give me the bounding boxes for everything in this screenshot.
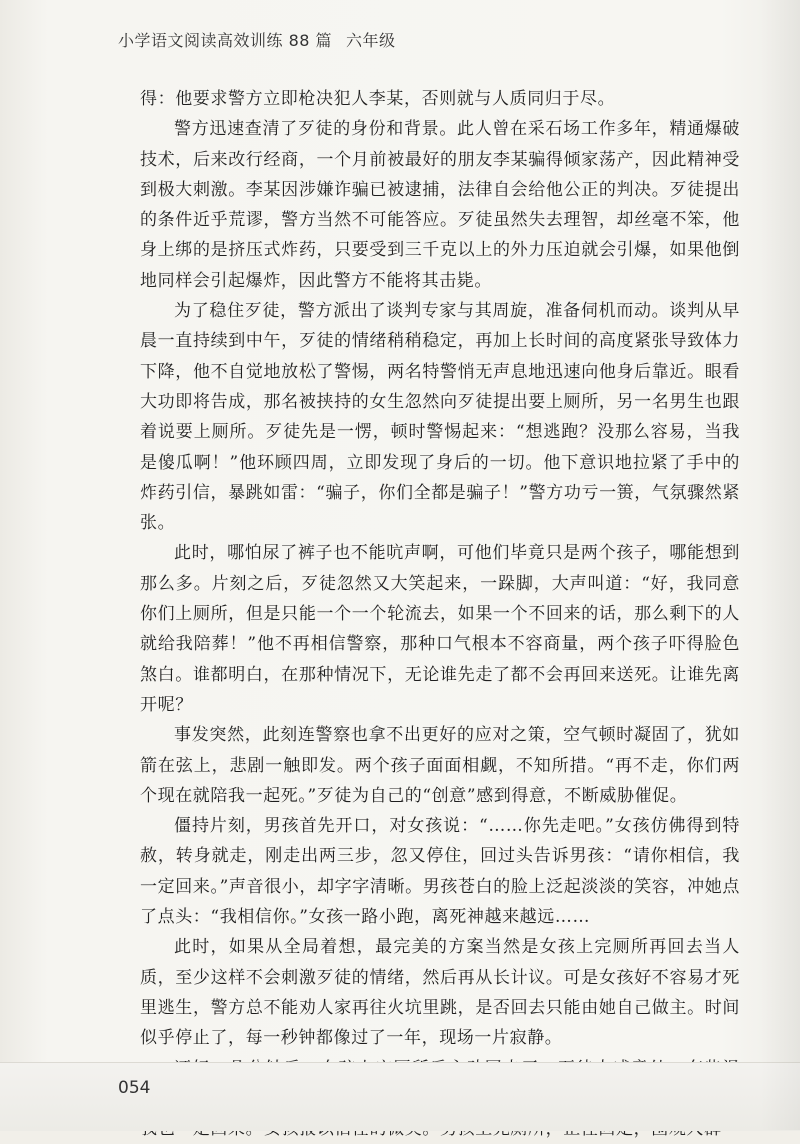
paragraph: 此时，哪怕尿了裤子也不能吭声啊，可他们毕竟只是两个孩子，哪能想到那么多。片刻之后，歹徒忽然又大笑起来，一跺脚，大声叫道：“好，我同意你们上厕所，但是只能一个一个轮流去，如果一个不回来的话，那么剩下的人就给我陪葬！”他不再相信警察，那种口气根本不容商量，两个孩子吓得脸色煞白。谁都明白，在那种情况下，无论谁先走了都不会再回来送死。让谁先离开呢？ xyxy=(140,538,740,720)
page-edge-shadow xyxy=(760,0,800,1130)
paragraph: 此时，如果从全局着想，最完美的方案当然是女孩上完厕所再回去当人质，至少这样不会刺激歹徒的情绪，然后再从长计议。可是女孩好不容易才死里逃生，警方总不能劝人家再往火坑里跳，是否回去只能由她自己做主。时间似乎停止了，每一秒钟都像过了一年，现场一片寂静。 xyxy=(140,932,740,1053)
book-title: 小学语文阅读高效训练 88 篇 xyxy=(118,31,332,50)
paragraph: 事发突然，此刻连警察也拿不出更好的应对之策，空气顿时凝固了，犹如箭在弦上，悲剧一触即发。两个孩子面面相觑，不知所措。“再不走，你们两个现在就陪我一起死。”歹徒为自己的“创意”感到得意，不断威胁催促。 xyxy=(140,720,740,811)
paragraph: 为了稳住歹徒，警方派出了谈判专家与其周旋，准备伺机而动。谈判从早晨一直持续到中午，歹徒的情绪稍稍稳定，再加上长时间的高度紧张导致体力下降，他不自觉地放松了警惕，两名特警悄无声息地迅速向他身后靠近。眼看大功即将告成，那名被挟持的女生忽然向歹徒提出要上厕所，另一名男生也跟着说要上厕所。歹徒先是一愣，顿时警惕起来：“想逃跑？没那么容易，当我是傻瓜啊！”他环顾四周，立即发现了身后的一切。他下意识地拉紧了手中的炸药引信，暴跳如雷：“骗子，你们全都是骗子！”警方功亏一篑，气氛骤然紧张。 xyxy=(140,296,740,538)
paragraph: 僵持片刻，男孩首先开口，对女孩说：“……你先走吧。”女孩仿佛得到特赦，转身就走，刚走出两三步，忽又停住，回过头告诉男孩：“请你相信，我一定回来。”声音很小，却字字清晰。男孩苍白的脸上泛起淡淡的笑容，冲她点了点头：“我相信你。”女孩一路小跑，离死神越来越远…… xyxy=(140,811,740,932)
paragraph: 得：他要求警方立即枪决犯人李某，否则就与人质同归于尽。 xyxy=(140,84,740,114)
grade-label: 六年级 xyxy=(346,31,396,50)
paragraph: 警方迅速查清了歹徒的身份和背景。此人曾在采石场工作多年，精通爆破技术，后来改行经商，一个月前被最好的朋友李某骗得倾家荡产，因此精神受到极大刺激。李某因涉嫌诈骗已被逮捕，法律自会给他公正的判决。歹徒提出的条件近乎荒谬，警方当然不可能答应。歹徒虽然失去理智，却丝毫不笨，他身上绑的是挤压式炸药，只要受到三千克以上的外力压迫就会引爆，如果他倒地同样会引起爆炸，因此警方不能将其击毙。 xyxy=(140,114,740,296)
running-header xyxy=(118,28,396,51)
article-body xyxy=(140,84,740,1144)
page-number: 054 xyxy=(118,1078,150,1098)
